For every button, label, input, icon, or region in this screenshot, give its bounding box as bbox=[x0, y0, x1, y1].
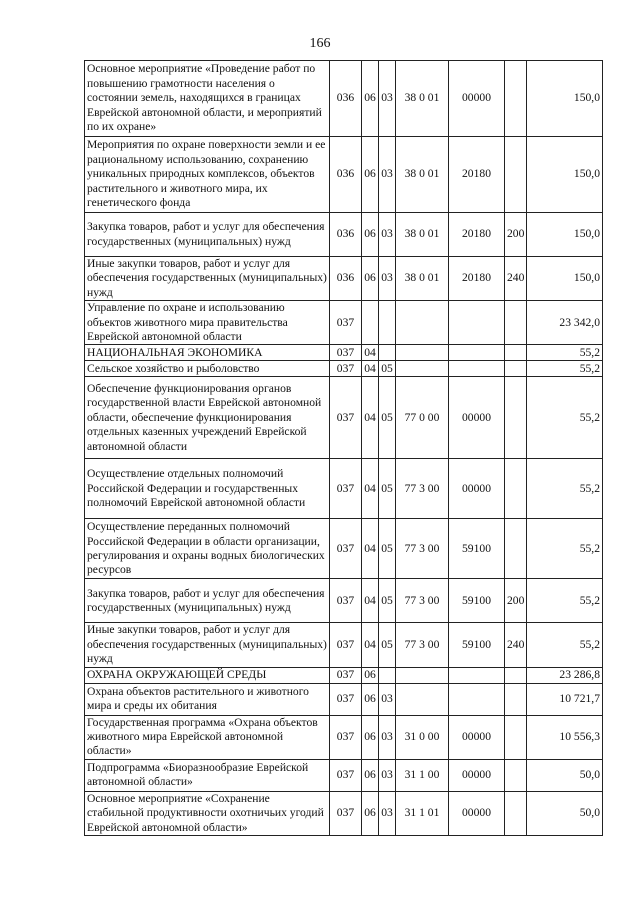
amount: 10 556,3 bbox=[527, 715, 603, 759]
expense-type-code bbox=[505, 61, 527, 137]
section-code: 04 bbox=[362, 361, 379, 377]
amount: 23 342,0 bbox=[527, 301, 603, 345]
direction-code: 59100 bbox=[449, 519, 505, 579]
subsection-code: 03 bbox=[379, 759, 396, 791]
program-code: 77 3 00 bbox=[396, 459, 449, 519]
expense-type-code bbox=[505, 137, 527, 213]
ministry-code: 036 bbox=[330, 213, 362, 257]
row-name: Иные закупки товаров, работ и услуг для обеспечения государственных (муниципальных) нужд bbox=[85, 257, 330, 301]
section-code: 06 bbox=[362, 715, 379, 759]
ministry-code: 037 bbox=[330, 683, 362, 715]
program-code: 38 0 01 bbox=[396, 61, 449, 137]
expense-type-code bbox=[505, 667, 527, 683]
expense-type-code bbox=[505, 683, 527, 715]
direction-code: 00000 bbox=[449, 791, 505, 835]
row-name: Мероприятия по охране поверхности земли и ее рациональному использованию, сохранению уникальных природных комплексов, объектов растительного и животного мира, их генетического фонда bbox=[85, 137, 330, 213]
subsection-code: 05 bbox=[379, 361, 396, 377]
direction-code bbox=[449, 301, 505, 345]
program-code: 31 1 00 bbox=[396, 759, 449, 791]
subsection-code: 03 bbox=[379, 791, 396, 835]
direction-code bbox=[449, 361, 505, 377]
expense-type-code bbox=[505, 519, 527, 579]
ministry-code: 037 bbox=[330, 345, 362, 361]
direction-code: 00000 bbox=[449, 61, 505, 137]
ministry-code: 037 bbox=[330, 377, 362, 459]
direction-code bbox=[449, 683, 505, 715]
table-row bbox=[85, 137, 603, 213]
ministry-code: 037 bbox=[330, 667, 362, 683]
program-code: 77 0 00 bbox=[396, 377, 449, 459]
section-code: 06 bbox=[362, 213, 379, 257]
expense-type-code bbox=[505, 301, 527, 345]
row-name: Сельское хозяйство и рыболовство bbox=[85, 361, 330, 377]
program-code: 38 0 01 bbox=[396, 137, 449, 213]
program-code: 77 3 00 bbox=[396, 519, 449, 579]
amount: 55,2 bbox=[527, 519, 603, 579]
section-code: 04 bbox=[362, 377, 379, 459]
program-code: 38 0 01 bbox=[396, 257, 449, 301]
row-name: Закупка товаров, работ и услуг для обеспечения государственных (муниципальных) нужд bbox=[85, 213, 330, 257]
direction-code: 00000 bbox=[449, 759, 505, 791]
ministry-code: 037 bbox=[330, 579, 362, 623]
amount: 55,2 bbox=[527, 579, 603, 623]
subsection-code bbox=[379, 301, 396, 345]
subsection-code: 05 bbox=[379, 623, 396, 667]
program-code: 77 3 00 bbox=[396, 623, 449, 667]
section-code: 06 bbox=[362, 683, 379, 715]
amount: 55,2 bbox=[527, 345, 603, 361]
table-row bbox=[85, 361, 603, 377]
program-code bbox=[396, 345, 449, 361]
ministry-code: 037 bbox=[330, 759, 362, 791]
subsection-code bbox=[379, 667, 396, 683]
page-number: 166 bbox=[309, 36, 331, 51]
subsection-code bbox=[379, 345, 396, 361]
expense-type-code bbox=[505, 791, 527, 835]
section-code: 06 bbox=[362, 257, 379, 301]
expense-type-code: 240 bbox=[505, 257, 527, 301]
ministry-code: 037 bbox=[330, 791, 362, 835]
subsection-code: 03 bbox=[379, 61, 396, 137]
table-row bbox=[85, 623, 603, 667]
row-name: Управление по охране и использованию объектов животного мира правительства Еврейской автономной области bbox=[85, 301, 330, 345]
ministry-code: 037 bbox=[330, 715, 362, 759]
program-code bbox=[396, 361, 449, 377]
expense-type-code: 200 bbox=[505, 579, 527, 623]
amount: 10 721,7 bbox=[527, 683, 603, 715]
row-name: ОХРАНА ОКРУЖАЮЩЕЙ СРЕДЫ bbox=[85, 667, 330, 683]
direction-code bbox=[449, 667, 505, 683]
table-row bbox=[85, 759, 603, 791]
program-code bbox=[396, 301, 449, 345]
expense-type-code bbox=[505, 377, 527, 459]
row-name: Обеспечение функционирования органов государственной власти Еврейской автономной области, обеспечение функционирования отдельных казенных учреждений Еврейской автономной области bbox=[85, 377, 330, 459]
table-row bbox=[85, 519, 603, 579]
expense-type-code bbox=[505, 759, 527, 791]
row-name: Государственная программа «Охрана объектов животного мира Еврейской автономной области» bbox=[85, 715, 330, 759]
table-row bbox=[85, 715, 603, 759]
ministry-code: 037 bbox=[330, 361, 362, 377]
direction-code: 00000 bbox=[449, 459, 505, 519]
subsection-code: 05 bbox=[379, 377, 396, 459]
table-row bbox=[85, 301, 603, 345]
ministry-code: 037 bbox=[330, 623, 362, 667]
program-code bbox=[396, 667, 449, 683]
subsection-code: 03 bbox=[379, 137, 396, 213]
row-name: Осуществление переданных полномочий Российской Федерации в области организации, регулирования и охраны водных биологических ресурсов bbox=[85, 519, 330, 579]
amount: 50,0 bbox=[527, 791, 603, 835]
program-code: 31 0 00 bbox=[396, 715, 449, 759]
amount: 150,0 bbox=[527, 61, 603, 137]
direction-code: 00000 bbox=[449, 377, 505, 459]
subsection-code: 05 bbox=[379, 579, 396, 623]
section-code: 04 bbox=[362, 519, 379, 579]
table-row bbox=[85, 459, 603, 519]
row-name: Основное мероприятие «Сохранение стабильной продуктивности охотничьих угодий Еврейской автономной области» bbox=[85, 791, 330, 835]
amount: 55,2 bbox=[527, 623, 603, 667]
subsection-code: 05 bbox=[379, 519, 396, 579]
row-name: Охрана объектов растительного и животного мира и среды их обитания bbox=[85, 683, 330, 715]
subsection-code: 03 bbox=[379, 683, 396, 715]
section-code: 06 bbox=[362, 667, 379, 683]
table-row bbox=[85, 345, 603, 361]
section-code: 04 bbox=[362, 623, 379, 667]
amount: 50,0 bbox=[527, 759, 603, 791]
section-code: 06 bbox=[362, 61, 379, 137]
ministry-code: 036 bbox=[330, 61, 362, 137]
direction-code: 00000 bbox=[449, 715, 505, 759]
section-code: 04 bbox=[362, 579, 379, 623]
program-code: 38 0 01 bbox=[396, 213, 449, 257]
ministry-code: 036 bbox=[330, 137, 362, 213]
expense-type-code bbox=[505, 361, 527, 377]
subsection-code: 03 bbox=[379, 257, 396, 301]
table-row bbox=[85, 377, 603, 459]
amount: 150,0 bbox=[527, 137, 603, 213]
ministry-code: 037 bbox=[330, 301, 362, 345]
table-row bbox=[85, 667, 603, 683]
direction-code: 20180 bbox=[449, 137, 505, 213]
amount: 55,2 bbox=[527, 377, 603, 459]
ministry-code: 037 bbox=[330, 459, 362, 519]
row-name: Основное мероприятие «Проведение работ по повышению грамотности населения о состоянии земель, находящихся в границах Еврейской автономной области, и мероприятий по их охране» bbox=[85, 61, 330, 137]
row-name: Осуществление отдельных полномочий Российской Федерации и государственных полномочий Еврейской автономной области bbox=[85, 459, 330, 519]
subsection-code: 05 bbox=[379, 459, 396, 519]
program-code bbox=[396, 683, 449, 715]
expense-type-code bbox=[505, 715, 527, 759]
direction-code: 59100 bbox=[449, 579, 505, 623]
direction-code: 20180 bbox=[449, 257, 505, 301]
expense-type-code: 200 bbox=[505, 213, 527, 257]
row-name: Подпрограмма «Биоразнообразие Еврейской автономной области» bbox=[85, 759, 330, 791]
program-code: 77 3 00 bbox=[396, 579, 449, 623]
table-row bbox=[85, 61, 603, 137]
ministry-code: 036 bbox=[330, 257, 362, 301]
table-row bbox=[85, 791, 603, 835]
direction-code bbox=[449, 345, 505, 361]
expense-type-code: 240 bbox=[505, 623, 527, 667]
program-code: 31 1 01 bbox=[396, 791, 449, 835]
amount: 23 286,8 bbox=[527, 667, 603, 683]
expense-type-code bbox=[505, 459, 527, 519]
expense-type-code bbox=[505, 345, 527, 361]
section-code: 06 bbox=[362, 137, 379, 213]
section-code: 04 bbox=[362, 459, 379, 519]
section-code: 06 bbox=[362, 759, 379, 791]
section-code: 06 bbox=[362, 791, 379, 835]
row-name: НАЦИОНАЛЬНАЯ ЭКОНОМИКА bbox=[85, 345, 330, 361]
table-row bbox=[85, 579, 603, 623]
amount: 55,2 bbox=[527, 459, 603, 519]
amount: 150,0 bbox=[527, 213, 603, 257]
amount: 150,0 bbox=[527, 257, 603, 301]
ministry-code: 037 bbox=[330, 519, 362, 579]
table-row bbox=[85, 213, 603, 257]
table-row bbox=[85, 683, 603, 715]
row-name: Иные закупки товаров, работ и услуг для обеспечения государственных (муниципальных) нужд bbox=[85, 623, 330, 667]
subsection-code: 03 bbox=[379, 213, 396, 257]
row-name: Закупка товаров, работ и услуг для обеспечения государственных (муниципальных) нужд bbox=[85, 579, 330, 623]
table-row bbox=[85, 257, 603, 301]
section-code bbox=[362, 301, 379, 345]
amount: 55,2 bbox=[527, 361, 603, 377]
direction-code: 59100 bbox=[449, 623, 505, 667]
direction-code: 20180 bbox=[449, 213, 505, 257]
section-code: 04 bbox=[362, 345, 379, 361]
budget-table bbox=[84, 60, 603, 836]
subsection-code: 03 bbox=[379, 715, 396, 759]
